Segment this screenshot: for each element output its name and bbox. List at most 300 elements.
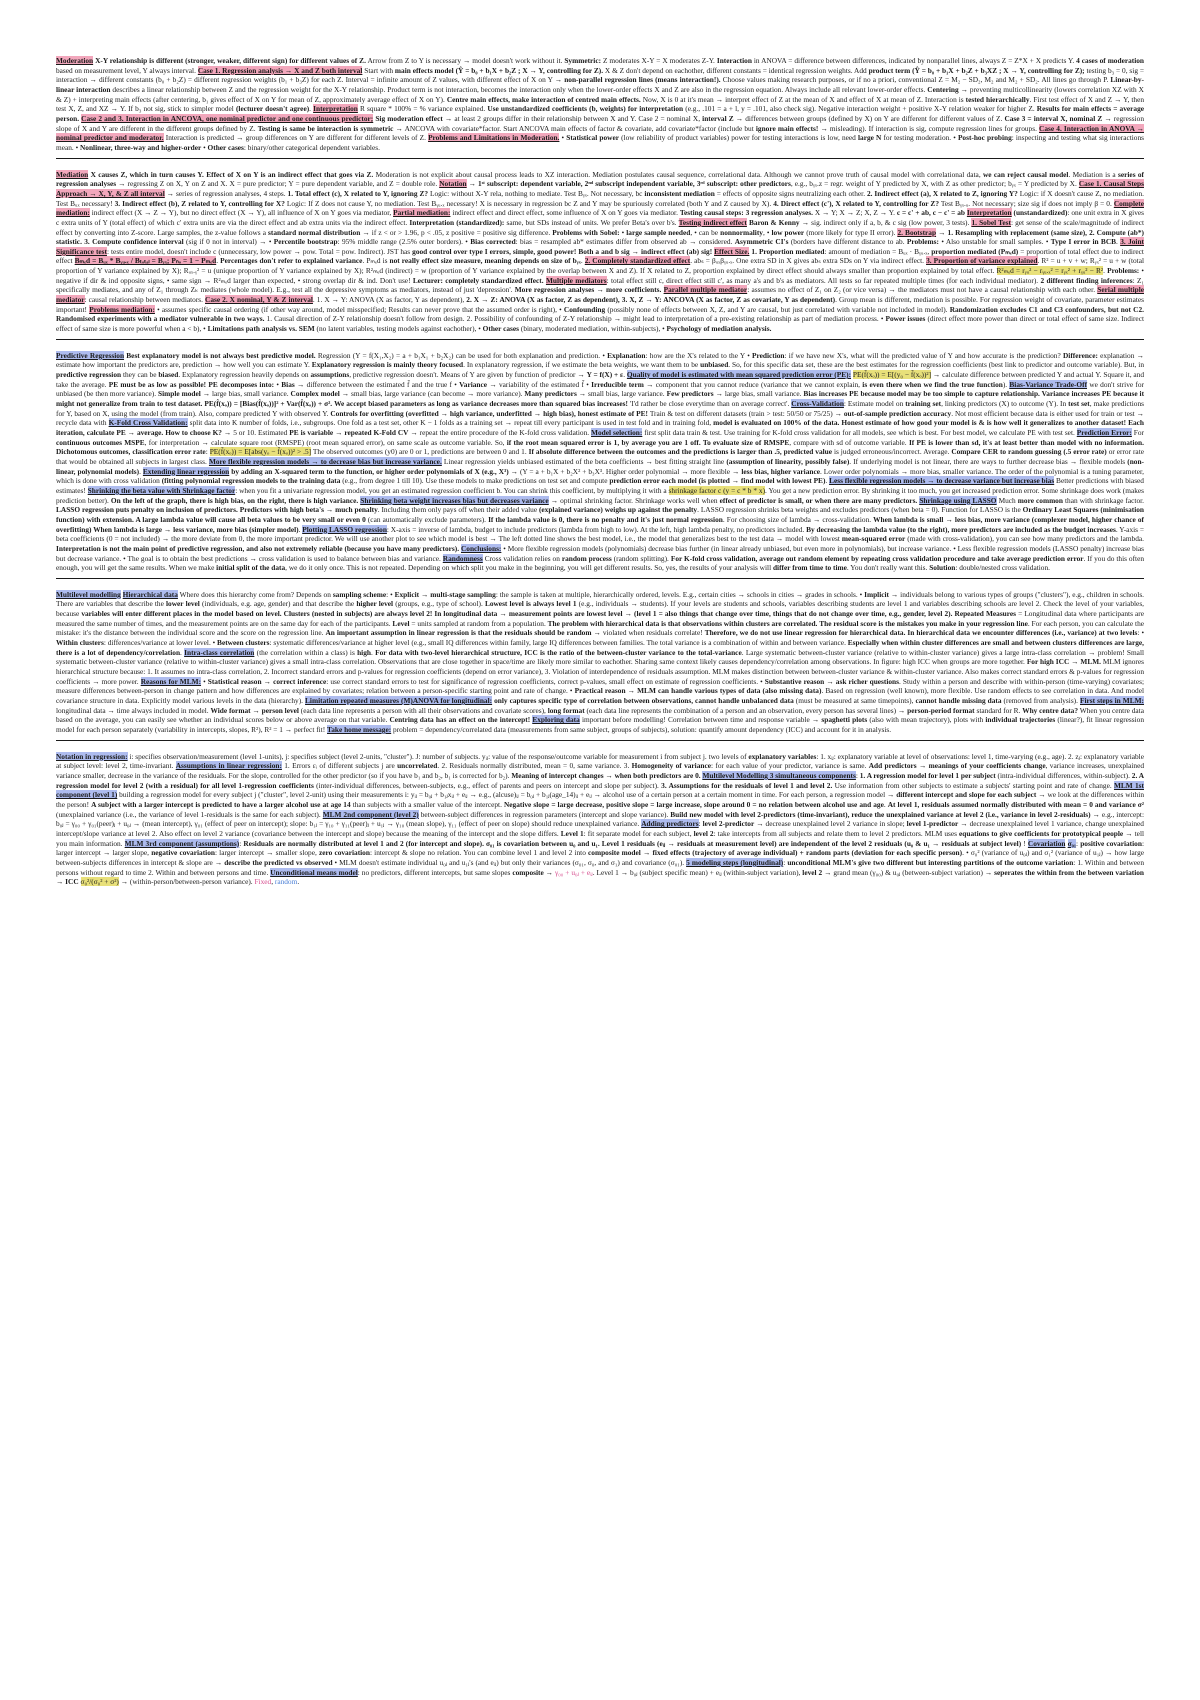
- text-run: Fixed: [254, 877, 272, 887]
- highlighted-term: Reasons for MLM:: [140, 676, 202, 686]
- text-run: → large bias, small variance.: [713, 389, 804, 399]
- section-mediation: [56, 170, 1144, 340]
- text-run: → misleading). If interaction is sig, compute regression lines for groups.: [818, 123, 1040, 133]
- text-run: . Level 1 → b₀ⱼ (subject specific mean) + eᵢⱼ (within-subject variation),: [592, 867, 803, 877]
- highlighted-term: Case 2. X nominal, Y & Z interval: [205, 295, 313, 305]
- highlighted-term: 3. Joint Significance test: [56, 237, 1144, 256]
- bold-text: product term (Ŷ = b₀ + b₁X + b₂Z + b₃XZ ; X → Y, controlling for Z);: [868, 65, 1085, 75]
- bold-text: large N: [857, 133, 882, 143]
- bold-text: equations to give coefficients for prototypical people: [959, 828, 1124, 838]
- text-run: →: [625, 686, 638, 696]
- bold-text: 1. Total effect (c), X related to Y, ignoring Z?: [287, 188, 429, 198]
- text-run: → calculate difference between predicted Y and actual Y. Square it, and take the average.: [56, 370, 1144, 389]
- text-run: : inspecting and testing what sig interactions mean. •: [56, 133, 1144, 152]
- bold-text: less bias, higher variance: [741, 466, 820, 476]
- text-run: : take intercepts from all subjects and relate them to level 2 predictors. MLM uses: [713, 828, 960, 838]
- bold-text: 4. Direct effect (c'), X related to Y, controlling for Z?: [773, 198, 939, 208]
- highlighted-term: 3. Proportion of variance explained: [926, 256, 1038, 266]
- text-run: . 1. X → Y: ANOVA (X as factor, Y as dependent),: [312, 295, 467, 305]
- bold-text: Baron & Kenny: [749, 217, 800, 227]
- text-run: .: [370, 647, 376, 657]
- highlighted-term: Moderation: [56, 56, 94, 65]
- bold-text: MLM can handle various types of data (also missing data): [637, 686, 822, 696]
- bold-text: Lowest level is always level 1: [484, 599, 577, 609]
- bold-text: not really effect size measure, meaning depends on size of bᵧₓ: [389, 256, 581, 266]
- bold-text: Residuals are normally distributed at level 1 and 2 (for intercept and slope). σ₀₁ is covariation between u₀ and u₁. Level 1 residuals (eᵢⱼ → residuals at measurement level) are independent of the level 2 residuals (u₀ & u₁ → residuals at subject level): [243, 838, 1022, 848]
- text-run: → component that you cannot reduce (variance that we cannot explain,: [643, 379, 863, 389]
- bold-text: good control over type I errors, simple, good power! Both a and b sig → indirect effect (ab) sig!: [412, 246, 713, 256]
- bold-text: PE is variable: [289, 427, 334, 437]
- text-run: .: [180, 647, 185, 657]
- text-run: ).: [1002, 379, 1010, 389]
- text-run: → (within-person/between-person variance).: [118, 877, 255, 887]
- bold-text: variables will enter different places in the model based on level. Clusters (nested in subjects) are always level 2! In longitudinal data → measurement points are lowest level → (level 1 = also things that change over time, things that do not change over time, e.g., gender, level 2).: [81, 609, 953, 619]
- bold-text: 4 cases of moderation: [1076, 56, 1144, 65]
- highlighted-term: 5 modeling steps (longitudinal): [686, 857, 784, 867]
- text-run: :: [205, 447, 210, 457]
- text-run: (binary, moderated mediation, within-subjects), •: [519, 324, 667, 334]
- text-run: → regressing Z on X, Y on Z and X. X = pure predictor; Y = pure dependent variable, and Z = double role.: [116, 179, 440, 189]
- text-run: •: [619, 227, 627, 237]
- highlighted-term: MLM 1st component (level 1): [56, 780, 1144, 800]
- bold-text: higher level: [356, 599, 394, 609]
- text-run: →: [543, 867, 555, 877]
- text-run: •: [201, 142, 208, 152]
- text-run: random: [274, 877, 298, 887]
- highlighted-term: Problems mediation:: [89, 304, 155, 314]
- highlighted-term: Case 4. Interaction in ANOVA → nominal predictor and moderator.: [56, 123, 1145, 143]
- text-run: → we look at the differences within the person!: [56, 790, 1144, 809]
- text-run: Choose values making research purposes, or if no a priori, conventional Z = M₂ − SD₂, M₂ and M₂ + SD₂. All lines go through P.: [720, 75, 1111, 85]
- text-run: →: [640, 848, 653, 858]
- text-run: = proportion of total effect due to indirect effect: [56, 246, 1144, 266]
- bold-text: explanatory variables: [748, 751, 817, 761]
- highlighted-term: Effect Size.: [714, 246, 750, 256]
- bold-text: Y = f(X) + ε: [586, 370, 624, 380]
- text-run: . First test effect of X and Z → Y, then test X, Z, and XZ → Y. If b₃ not sig, stick to simpler model: [56, 94, 1144, 114]
- bold-text: Negative slope = large decrease, positive slope = large increase, slope around 0 = no relation between alcohol use and age: [503, 799, 884, 809]
- bold-text: Results for main effects = average person.: [56, 104, 1145, 123]
- highlighted-term: Assumptions in linear regression:: [175, 761, 282, 771]
- bold-text: Problems:: [906, 237, 939, 247]
- text-run: → variability of the estimated f̂ •: [487, 379, 592, 389]
- bold-text: Explanatory regression is mainly theory focused: [311, 360, 464, 370]
- bold-text: correct inference: [273, 676, 327, 686]
- text-run: ,: [271, 877, 275, 887]
- text-run: .: [1103, 266, 1108, 276]
- bold-text: Other cases: [482, 324, 520, 334]
- text-run: : if we have new X's, what will the predicted value of Y and how accurate is the prediction?: [784, 350, 1063, 360]
- bold-text: non-parallel regression lines (means interaction!).: [564, 75, 721, 85]
- text-run: than subjects with a smaller value of the intercept.: [350, 799, 504, 809]
- highlighted-term: Notation: [439, 179, 467, 189]
- bold-text: Practical reason: [574, 686, 626, 696]
- text-run: X & Z don't depend on eachother, different constants = identical regression weights. Add: [603, 65, 869, 75]
- text-run: , •: [762, 227, 772, 237]
- bold-text: For K-fold cross validation, average out random element by repeating cross validation procedure and take average prediction error: [670, 553, 1084, 563]
- text-run: , • can be: [690, 227, 721, 237]
- text-run: important before modelling! Correlation between time and response variable →: [579, 715, 822, 725]
- text-run: : causal relationship between mediators.: [84, 295, 206, 305]
- text-run: Regression (Y = f(X₁,X₂) = a + b₁X₁ + b₂X₂) can be used for both explanation and prediction. •: [315, 350, 608, 360]
- text-run: Moderation is not explicit about causal process leads to XZ interaction. Mediation postulates causal sequence, correlational data. Although we cannot prove truth of causal model with correlational data,: [373, 169, 983, 179]
- bold-text: Power issues: [885, 314, 926, 324]
- text-run: than with shrinkage factor.: [1062, 495, 1145, 505]
- text-run: Linear regression yields unbiased estimated of the beta coefficients → best fitting straight line: [441, 456, 727, 466]
- text-run: R square * 100% = % variance explained.: [357, 104, 488, 114]
- text-run: problem = dependency/correlated data (measurements from same subject, groups of subjects), solution: quantify amount dependency (ICC) and account for it in analysis.: [391, 725, 892, 734]
- text-run: longitudinal data → time always included in model.: [56, 705, 211, 715]
- text-run: : intercept & slope no relation. You can combine level 1 and level 2 into: [369, 848, 589, 858]
- bold-text: Ordinary Least Squares (minimisation function) with extension. A large lambda value will cause all beta values to be very small or even 0: [56, 505, 1144, 524]
- text-run: Now, X is 0 at it's mean → interpret effect of Z at the mean of X and effect of X at mean of Z. Interaction is: [640, 94, 966, 104]
- text-run: → e.g., intercept: b₀ⱼ = γ₀₀ + γ₀₁(peer)ⱼ + u₀ⱼ → (mean intercept), γ₀₁ (effect of peer on intercept); slope: b₁ⱼ = γ₁₀ + γ₁₁(peer)ⱼ + u₁ⱼ → γ₁₀ (mean slope), γ₁₁ (effect of peer on slope) should reduce unexplained variance.: [56, 809, 1145, 829]
- text-run: : 1. Within and between persons without regard to time 2. Within and between persons and time.: [56, 857, 1144, 877]
- text-run: first split data train & test. Use training for K-fold cross validation for all models, see which is best. For best model, we calculate PE with test set.: [642, 427, 1077, 437]
- text-run: Interaction is predicted → group differences on Y are different for different levels of Z.: [163, 133, 429, 143]
- bold-text: proportion mediated (Pₘₑd): [931, 246, 1019, 256]
- bold-text: The residual score is the mistakes you make in your regression line: [819, 618, 1028, 628]
- text-run: (e.g., .101 = a + l, y = .101, also check sig). Negative interaction weight + positive X-Y relation weaker for higher Z.: [683, 104, 1037, 114]
- text-run: (random splitting).: [611, 553, 671, 563]
- text-run: : Z₁ specifically mediates, and any of Z₁ through Zₖ mediates (whole model). E.g., test all the depressive symptoms as mediators, instead of just 'depression'.: [56, 275, 1145, 295]
- text-run: .: [1116, 237, 1121, 247]
- text-run: •: [274, 379, 282, 389]
- text-run: . Y-axis = beta coefficients (0 = not included) → the more deviate from 0, the more important predictor. We will use another plot to see which model is best → The left dotted line shows the best model, i.e., the model that generalizes best to the test data → model with lowest: [56, 524, 1145, 544]
- bold-text: PE must be as low as possible! PE decomposes into:: [108, 379, 275, 389]
- highlighted-term: Quality of model is estimated with mean squared prediction error (PE):: [626, 370, 852, 380]
- text-run: → violated when residuals correlate!: [591, 628, 705, 638]
- text-run: → if z < or > 1.96, p < .05, z positive = positive sig difference.: [360, 227, 553, 237]
- bold-text: Case 3 = interval X, nominal Z: [1004, 113, 1103, 123]
- bold-text: (assumption of linearity, possibly false): [726, 456, 850, 466]
- text-run: →: [261, 676, 274, 686]
- text-run: : the sample is taken at multiple, hierarchically ordered, levels. E.g., certain cities → schools in cities → grades in schools. •: [495, 589, 865, 599]
- bold-text: Compare CER to random guessing (.5 error rate): [951, 447, 1107, 457]
- text-run: : one unit extra in X gives c extra units of Y (total effect) of which c' extra units are via the direct effect and ab extra units via the indirect effect.: [56, 208, 1144, 227]
- bold-text: For high ICC → MLM.: [1026, 657, 1102, 667]
- text-run: . You don't really want this.: [846, 563, 930, 573]
- text-run: (can automatically exclude parameters).: [365, 514, 489, 524]
- highlighted-term: Multilevel modelling: [56, 589, 121, 599]
- bold-text: Difference:: [1062, 350, 1098, 360]
- text-run: . Large systematic between-cluster variance (relative to within-cluster variance) gives a large intra-class correlation → problem! Small systematic between-cluster variance (relative to within-cluster variance) gives a small intra-class correlation. Observations that are close together in space/time are likely more similar to eachother. Sharing same context likely causes dependency/correlation among observations. In figure: high ICC when groups are more together.: [56, 647, 1145, 667]
- bold-text: Lecturer: completely standardized effect.: [412, 275, 544, 285]
- text-run: : bias = resampled ab* estimates differ from observed ab → considered.: [515, 237, 735, 247]
- highlighted-term: Notation in regression:: [56, 751, 128, 761]
- text-run: .: [580, 256, 585, 266]
- bold-text: multi-stage sampling: [430, 589, 496, 599]
- text-run: = Longitudinal data where participants are measured the same number of times, and the measurement points are on the same day for each of the participants.: [56, 609, 1144, 628]
- text-run: , e.g., bᵧₓ.z = regr. weight of Y predicted by X, with Z as other predictor; bᵧₓ = Y predicted by X.: [790, 179, 1079, 189]
- text-run: → repeat the entire procedure of the K-fold cross validation.: [408, 427, 592, 437]
- text-run: . Not most efficient because data is either used for train or test → recycle data with: [56, 408, 1145, 428]
- highlighted-term: 2. Completely standardized effect: [584, 256, 691, 266]
- text-run: : when you fit a univariate regression model, you get an estimated regression coefficient b. You can shrink this coefficient, by multiplying it with a: [235, 485, 669, 495]
- bold-text: Statistical reason: [207, 676, 262, 686]
- bold-text: cannot handle missing data: [915, 696, 1002, 706]
- highlighted-term: Limitation repeated measures (M)ANOVA for longitudinal:: [305, 696, 493, 706]
- text-run: → grand mean (γ₀₀) & u₀ⱼ (between-subject variation) →: [822, 867, 995, 877]
- text-run: :: [1076, 838, 1081, 848]
- bold-text: level 2-predictor: [702, 819, 755, 829]
- bold-text: model is evaluated on 100% of the data. Honest estimate of how good your model is & is how well it generalizes to another dataset! Each iteration, calculate PE → average. How to choose K?: [56, 418, 1144, 437]
- text-run: Much: [996, 495, 1018, 505]
- text-run: : •: [1137, 628, 1145, 638]
- highlighted-term: Case 2 and 3. Interaction in ANCOVA, one nominal predictor and one continuous predictor;: [81, 113, 374, 123]
- text-run: !: [1021, 838, 1028, 848]
- bold-text: more common: [1017, 495, 1063, 505]
- bold-text: if the root mean squared error is 1, by average you are 1 off. To evaluate size of RMSPE: [506, 437, 790, 447]
- bold-text: The problem with hierarchical data is that observations within clusters are correlated.: [547, 618, 818, 628]
- bold-text: When lambda is small → less bias, more variance (complexer model, higher chance of overfitting) When lambda is large → less variance, more bias (simpler model): [56, 514, 1144, 534]
- text-run: : for each value of your predictor, variance is same.: [711, 761, 869, 771]
- bold-text: Problems:: [1107, 266, 1140, 276]
- bold-text: Controls for overfitting (overfitted → high variance, underfitted → high bias), honest estimate of PE!: [330, 408, 649, 418]
- highlighted-term: Multilevel Modelling 3 simultaneous components: [702, 770, 856, 780]
- text-run: .: [309, 104, 314, 114]
- bold-text: 2. A regression model for level 2 (with a residual) for all level 1-regression coefficients: [56, 770, 1145, 790]
- bold-text: Why centre data?: [1022, 705, 1078, 715]
- highlighted-term: Mediation: [56, 169, 89, 179]
- text-run: 1. Errors εᵢ of different subjects j are: [281, 761, 398, 771]
- bold-text: person level: [261, 705, 299, 715]
- text-run: → (Y = a + b₁X + b₂X² + b₃X³. Higher order polynomial → more flexible →: [508, 466, 742, 476]
- bold-text: Psychology of mediation analysis.: [666, 324, 772, 334]
- text-run: Better predictions with biased estimates!: [56, 476, 1144, 495]
- highlighted-term: Hierarchical data: [122, 589, 178, 599]
- text-run: , for interpretation → calculate square root (RMSPE) (root mean squared error), on same scale as outcome variable. So,: [144, 437, 507, 447]
- bold-text: ignore main effects!: [755, 123, 819, 133]
- bold-text: lower level: [166, 599, 200, 609]
- text-run: (individuals, e.g. age, gender) and that describe the: [199, 599, 357, 609]
- text-run: When you centre data based on the average, you can easily see whether an individual scores below or above average on that variable.: [56, 705, 1144, 725]
- highlighted-term: Covariation: [1027, 838, 1066, 848]
- highlighted-term: Exploring data: [532, 715, 580, 725]
- bold-text: Between clusters: [217, 638, 270, 648]
- bold-text: sampling scheme: [332, 589, 387, 599]
- text-run: → difference between the estimated f̂ and the true f •: [294, 379, 460, 389]
- bold-text: Confounding: [563, 304, 606, 314]
- highlighted-term: Unconditional means model: [270, 867, 358, 877]
- bold-text: level 1-predictor: [906, 819, 959, 829]
- text-run: , variance increases, unexplained variance smaller, decrease in the variance of the residuals. For the slope, controlled for the other predictor (so if you have b₁ and b₂, b₁ is corrected for b₂).: [56, 761, 1145, 780]
- text-run: → 5 or 10. Estimated: [221, 427, 290, 437]
- text-run: . abₛ = βᵤₓβᵧᵤ.ₓ. One extra SD in X gives abₛ extra SDs on Y via indirect effect.: [690, 256, 927, 266]
- bold-text: nonnormality: [720, 227, 763, 237]
- bold-text: Testing causal steps: 3 regression analyses.: [679, 208, 813, 218]
- section-moderation: [56, 56, 1144, 159]
- text-run: . Mediation is a: [1068, 169, 1119, 179]
- text-run: Arrow from Z to Y is necessary → model doesn't work without it.: [365, 56, 565, 65]
- text-run: → differences between groups (defined by X) on Y are different for different values of Z.: [733, 113, 1005, 123]
- text-run: • Also unstable for small samples. •: [938, 237, 1051, 247]
- section-predictive-regression: [56, 351, 1144, 579]
- bold-text: is even there when we find the true function: [862, 379, 1003, 389]
- text-run: (sig if 0 not in interval) → •: [183, 237, 274, 247]
- bold-text: by adding an X-squared term to the function, or higher order polynomials of X (e.g., X³): [231, 466, 509, 476]
- bold-text: Percentile bootstrap: [273, 237, 338, 247]
- text-run: = effects of opposite signs neutralizing each other.: [714, 188, 867, 198]
- text-run: : 95% middle range (2.5% outer borders). •: [337, 237, 471, 247]
- bold-text: X-Y relationship is different (stronger, weaker, different sign) for different values of Z.: [93, 56, 366, 65]
- formula: σ₀²/(σ₀² + σ²): [80, 877, 119, 887]
- text-run: MLM ignores hierarchical structure because: 1. It assumes no intra-class correlation, 2. Incorrect standard errors and p-values for regression coefficients (depend on error variance), 3. Violation of interdependence of residuals assumption. MLM makes distinction between between-cluster variance & within-cluster variance. Also makes correct standard errors & p-values for regression coefficients → more power.: [56, 657, 1144, 686]
- bold-text: Percentages don't refer to explained variance: [220, 256, 363, 266]
- bold-text: Variance: [459, 379, 488, 389]
- text-run: →: [466, 179, 479, 189]
- text-run: (each data line represents the combination of a person and an observation, every person has several lines) →: [584, 705, 908, 715]
- bold-text: spaghetti plots: [821, 715, 868, 725]
- text-run: standard for R.: [974, 705, 1023, 715]
- text-run: →: [333, 427, 345, 437]
- bold-text: different intercept and slope for each subject: [896, 790, 1037, 800]
- highlighted-term: Intra-class correlation: [184, 647, 255, 657]
- bold-text: initial split of the data: [216, 563, 286, 573]
- text-run: (removed from analysis).: [1001, 696, 1080, 706]
- bold-text: If PE is lower than sd, it's at least better than model with no information. Dichotomous outcomes, classification error rate: [56, 437, 1144, 457]
- bold-text: long format: [547, 705, 585, 715]
- bold-text: level 2: [693, 828, 714, 838]
- text-run: : amount of mediation = Bᵤₓ · Bᵧᵤ.ₓ,: [824, 246, 932, 256]
- text-run: : larger intercept → smaller slope,: [214, 848, 319, 858]
- bold-text: Use unstandardized coefficients (b, weights) for interpretation: [487, 104, 684, 114]
- bold-text: Randomization excludes C1 and C3 confounders, but not C2. Randomised experiments with a mediator vulnerable in two ways.: [56, 304, 1144, 324]
- text-run: : •: [386, 589, 395, 599]
- highlighted-term: K-Fold Cross Validation:: [108, 418, 188, 428]
- bold-text: (explained variance) weighs up against the penalty: [538, 505, 698, 515]
- text-run: same, but SDs instead of units. We prefer Beta's over b's.: [504, 217, 679, 227]
- highlighted-term: MLM 3rd component (assumptions): [124, 838, 240, 848]
- text-run: (linear?), fit linear regression model for each person separately (variability in intercepts, slopes, R²), R² = 1 → perfect fit!: [56, 715, 1145, 734]
- text-run: → at least 2 groups differ in their relationship between X and Y. Case 2 = nominal X,: [442, 113, 703, 123]
- text-run: = units sampled at random from a population.: [409, 618, 548, 628]
- bold-text: Bias increases PE because model may be too simple to capture relationship. Variance increases PE because it might not generalize from train to test dataset. PE(f̂(xₒ)) = [Bias(f̂(xₒ))]² + Var(f̂(xₒ)) + σ². We accept biased parameters as long as variance decreases more than squared bias increases!: [56, 389, 1145, 408]
- text-run: :: [783, 857, 788, 867]
- text-run: • assumes specific causal ordering (if other way around, model misspecified; Results can never prove that the assumed order is right), •: [154, 304, 564, 314]
- bold-text: person-period format: [907, 705, 975, 715]
- text-run: . If underlying model is not linear, there are ways to further decrease bias → flexible models: [849, 456, 1128, 466]
- bold-text: test set: [1068, 399, 1090, 408]
- text-run: 1. Causal direction of Z-Y relationship doesn't follow from design. 2. Possibility of confounding of Z-Y relationship → might lead to interpretation of a pre-existing relationship as part of mediation process. •: [264, 314, 886, 324]
- bold-text: Interaction: [716, 56, 752, 65]
- text-run: . Lower order polynomials → more bias, smaller variance. The order of the polynomial is a tuning parameter, which is done with cross validation: [56, 466, 1145, 486]
- text-run: :: [855, 770, 860, 780]
- highlighted-term: Shrinking the beta value with Shrinkage factor: [87, 485, 236, 495]
- bold-text: Especially when within cluster differences are small and between clusters differences are large, there is a lot of dependency/correlation: [56, 638, 1144, 657]
- bold-text: Implicit: [864, 589, 889, 599]
- bold-text: 2. Indirect effect (a), X related to Z, ignoring Y?: [866, 188, 1018, 198]
- highlighted-term: Testing indirect effect: [678, 217, 747, 227]
- highlighted-term: Predictive Regression: [56, 350, 125, 360]
- bold-text: Solution: [929, 563, 956, 573]
- bold-text: composite model: [588, 848, 641, 858]
- text-run: we don't strive for unbiased (be then more variance).: [56, 379, 1144, 399]
- formula: PE(f̂(xₒ)) = E[(y₀ − f̂(xₒ))²]: [852, 370, 932, 380]
- highlighted-term: Bₘₑd = Bᵤₓ * Bᵧᵤ.ₓ / Bₜₒₜₐₗ = Bᵧₓ; Pₙₒ = 1 − Pₘₑd: [74, 256, 217, 266]
- text-run: .: [139, 466, 143, 476]
- bold-text: Few predictors: [666, 389, 714, 399]
- text-run: .: [216, 256, 221, 266]
- text-run: between-subject differences in regression parameters (intercept and slope variance).: [418, 809, 671, 819]
- bold-text: Limitations path analysis vs. SEM: [207, 324, 315, 334]
- bold-text: ask richer questions: [835, 676, 899, 686]
- highlighted-term: Shrinkage using LASSO: [919, 495, 997, 505]
- bold-text: individual trajectories: [985, 715, 1056, 725]
- bold-text: By decreasing the lambda value (to the right), more predictors are included as the budget increases: [806, 524, 1116, 534]
- text-run: Logic: without X-Y rela, nothing to mediate. Test Bᵧₓ. Not necessary, bc: [428, 188, 645, 198]
- bold-text: Sig moderation effect: [375, 113, 443, 123]
- text-run: : binary/other categorical dependent variables.: [243, 142, 380, 152]
- bold-text: Add predictors → meanings of your coefficients change: [868, 761, 1046, 771]
- bold-text: repeated K-Fold CV: [344, 427, 409, 437]
- text-run: 'I'd rather be close everytime than on average correct'.: [627, 399, 792, 408]
- bold-text: fixed effects (trajectory of average individual) + random parts (deviation for each specific person): [652, 848, 963, 858]
- bold-text: 1. A regression model for level 1 per subject: [859, 770, 996, 780]
- bold-text: continuous outcomes MSPE: [56, 437, 145, 447]
- text-run: indirect effect (X → Z → Y), but no direct effect (X → Y), all influence of X on Y goes via mediator,: [89, 208, 394, 218]
- text-run: testing b₃ = 0, sig = interaction → different constants (b₀ + b₂Z) = different regression weights (b₁ + b₃Z) for each Z. Interval = infinite amount of Z values, with different effect of X on Y →: [56, 65, 1144, 85]
- text-run: →: [824, 676, 836, 686]
- text-run: : differences/variance at lower level. •: [103, 638, 218, 648]
- formula: R²ₘₑd = rᵧᵤ² − rᵧᵤ.ₓ² = rᵧₓ² + rᵧᵤ² − R²: [996, 266, 1104, 276]
- text-run: , we do it only once. This is not repeated. Depending on which split you make in the beginning, you will get different results. So, yes, the results of your analysis will: [285, 563, 773, 573]
- text-run: → optimal shrinking factor. Shrinkage works well when: [548, 495, 720, 505]
- text-run: : systematic differences/variance at higher level (e.g., small IQ differences within family, large IQ differences between families. The total variance is a combination of within and between variance.: [269, 638, 848, 648]
- section-notation-regression: [56, 752, 1144, 892]
- bold-text: Homogeneity of variance: [631, 761, 711, 771]
- highlighted-term: Randomness: [442, 553, 483, 563]
- text-run: . Explanatory regression heavily depends on: [178, 370, 311, 380]
- text-run: . So, for this specific data set, these are the best estimates for the regression coefficients (best link to predictor and outcome variable). But, in: [728, 360, 1145, 370]
- text-run: → series of regression analyses, 4 steps.: [164, 188, 288, 198]
- bold-text: 3. Assumptions for the residuals of level 1 and level 2.: [661, 780, 833, 790]
- bold-text: (non-linear, polynomial models): [56, 456, 1144, 476]
- bold-text: negative covariation: [151, 848, 215, 858]
- bold-text: uncorrelated: [397, 761, 438, 771]
- text-run: .: [297, 877, 300, 887]
- text-run: → ANCOVA with covariate*factor. Start ANCOVA main effects of factor & covariate, add covariate*factor (include but: [393, 123, 756, 133]
- highlighted-term: Interpretation: [313, 104, 358, 114]
- text-run: Start with: [362, 65, 395, 75]
- bold-text: 1. Resampling with replacement (same size), 2. Compute (ab*) statistic. 3. Compute confidence interval: [56, 227, 1144, 247]
- bold-text: 2. X → Z: ANOVA (X as factor, Z as dependent), 3. X, Z → Y: ANCOVA (X as factor, Z as covariate, Y as dependent): [466, 295, 836, 305]
- text-run: (must be measured at same timepoints),: [793, 696, 916, 706]
- bold-text: only captures specific type of correlation between observations, cannot handle unbalanced data: [494, 696, 794, 706]
- bold-text: large sample needed: [626, 227, 691, 237]
- highlighted-term: σ₀₁: [1067, 838, 1077, 848]
- text-run: . You get a new prediction error. By shrinking it too much, you get increased prediction error. Some shrinkage does work (makes prediction better).: [56, 485, 1145, 505]
- highlighted-term: First steps in MLM:: [1080, 696, 1145, 706]
- text-run: . In explanatory regression, if we estimate the beta weights, we want them to be: [463, 360, 701, 370]
- text-run: (each data line represents a person with all their observations and covariate scores),: [298, 705, 548, 715]
- text-run: (e.g., individuals → students). If your levels are students and schools, variables describing students are level 1 and variables describing schools are level 2. Check the level of your variables, because: [56, 599, 1145, 619]
- bold-text: Wide format: [210, 705, 251, 715]
- bold-text: inconsistent mediation: [644, 188, 715, 198]
- text-run: based on measurement level, Y always interval.: [56, 65, 198, 75]
- bold-text: If absolute difference between the outcomes and the predictions is larger than .5, predicted value: [528, 447, 832, 457]
- bold-text: Centering: [927, 84, 959, 94]
- text-run: Cross validation relies on: [482, 553, 562, 563]
- text-run: (also with mean trajectory), plots with: [867, 715, 986, 725]
- highlighted-term: Model selection:: [591, 427, 643, 437]
- bold-text: Substantive reason: [764, 676, 825, 686]
- text-run: (e.g., from degree 1 till 10). Use these models to make predictions on test set and compute: [340, 476, 610, 486]
- bold-text: Many predictors: [524, 389, 577, 399]
- bold-text: (fitting polynomial regression models to the training data: [161, 476, 341, 486]
- bold-text: Meaning of intercept changes → when both predictors are 0.: [511, 770, 701, 780]
- bold-text: Symmetric:: [564, 56, 602, 65]
